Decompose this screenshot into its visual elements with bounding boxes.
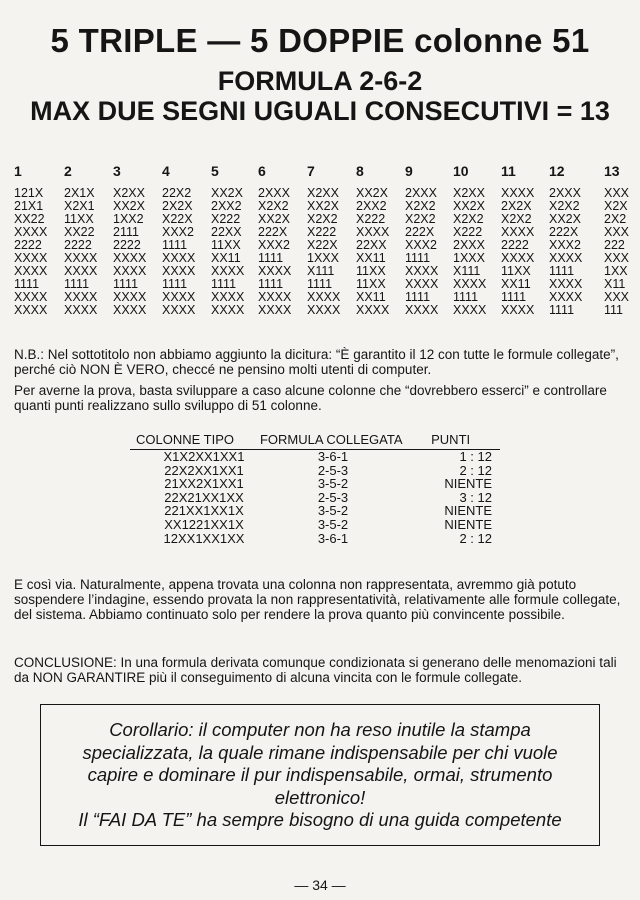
table-row	[130, 477, 500, 491]
grid-cell: XXX	[604, 290, 630, 304]
column-number: 11	[501, 163, 516, 179]
grid-column	[258, 164, 291, 317]
grid-cell: XXX2	[405, 238, 437, 252]
grid-cell: 11XX	[64, 212, 94, 226]
grid-cell: 2222	[14, 238, 42, 252]
header-punti: PUNTI	[431, 432, 471, 447]
grid-cell: 2222	[113, 238, 141, 252]
grid-cell: XXXX	[113, 290, 147, 304]
grid-cell: XX11	[211, 251, 241, 265]
colonna-tipo-cell: 21XX2X1XX1	[164, 476, 244, 492]
grid-cell: X2X2	[501, 212, 532, 226]
punti-cell: 2 : 12	[459, 530, 492, 546]
constraint-subtitle: MAX DUE SEGNI UGUALI CONSECUTIVI = 13	[30, 96, 610, 126]
grid-cell: XXX2	[258, 238, 290, 252]
table-row	[130, 450, 500, 464]
grid-cell: 1XX	[604, 264, 628, 278]
grid-cell: XXXX	[64, 303, 98, 317]
grid-cell: XXXX	[64, 290, 98, 304]
grid-cell: XX2X	[113, 199, 145, 213]
grid-column	[604, 164, 629, 317]
grid-cell: X2XX	[113, 186, 145, 200]
grid-cell: X2X2	[405, 212, 436, 226]
grid-cell: 1111	[64, 277, 90, 291]
grid-cell: 222X	[549, 225, 579, 239]
grid-cell: 11XX	[356, 277, 386, 291]
grid-cell: XX2X	[453, 199, 485, 213]
corollary-line: Corollario: il computer non ha reso inutile la stampa	[109, 719, 531, 740]
corollary-box	[40, 704, 600, 846]
grid-cell: XX11	[501, 277, 531, 291]
column-number: 9	[405, 163, 413, 179]
grid-cell: XXXX	[258, 264, 292, 278]
grid-cell: 2XXX	[258, 186, 290, 200]
grid-cell: 1111	[405, 290, 431, 304]
grid-cell: 1111	[162, 277, 188, 291]
grid-cell: XXXX	[549, 277, 583, 291]
column-number: 1	[14, 163, 22, 179]
grid-cell: 1111	[113, 277, 139, 291]
grid-cell: X2XX	[453, 186, 485, 200]
grid-cell: X2XX	[307, 186, 339, 200]
formula-cell: 2-5-3	[317, 489, 349, 505]
column-number: 5	[211, 163, 219, 179]
punti-cell: NIENTE	[444, 476, 492, 492]
grid-cell: 1111	[549, 303, 575, 317]
continuation-paragraph: E così via. Naturalmente, appena trovata una colonna non rappresentata, avremmo già potuto sospendere l’indagine, essendo provata la non rappresentatività, relativamente alle formule collegate, del sistema. Abbiamo continuato solo per rendere la prova quanto più convincente possibile.	[14, 577, 621, 622]
grid-cell: XX2X	[356, 186, 388, 200]
grid-column	[14, 164, 47, 317]
column-number: 2	[64, 163, 72, 179]
grid-cell: XXXX	[113, 303, 147, 317]
grid-cell: XXXX	[356, 225, 390, 239]
grid-cell: XX2X	[549, 212, 581, 226]
colonna-tipo-cell: XX1221XX1X	[164, 516, 244, 532]
grid-cell: XXXX	[64, 264, 98, 278]
grid-cell: XXXX	[162, 303, 196, 317]
grid-cell: XXXX	[14, 225, 48, 239]
grid-cell: 2XXX	[453, 238, 485, 252]
grid-cell: X11	[604, 277, 626, 291]
colonna-tipo-cell: 22X21XX1XX	[164, 489, 244, 505]
grid-cell: 1111	[258, 277, 284, 291]
grid-cell: 1111	[405, 251, 431, 265]
grid-cell: 1111	[501, 290, 527, 304]
grid-cell: 1111	[258, 251, 284, 265]
grid-cell: XXXX	[162, 251, 196, 265]
grid-cell: 2111	[113, 225, 139, 239]
grid-cell: XX22	[14, 212, 45, 226]
grid-cell: XX11	[356, 251, 386, 265]
grid-cell: XXXX	[307, 303, 341, 317]
grid-cell: XXX2	[162, 225, 194, 239]
grid-cell: 2XXX	[549, 186, 581, 200]
header-formula-collegata: FORMULA COLLEGATA	[259, 432, 403, 447]
grid-cell: 22XX	[211, 225, 242, 239]
grid-column	[113, 164, 146, 317]
grid-cell: X2X	[604, 199, 628, 213]
grid-cell: XXXX	[14, 264, 48, 278]
grid-cell: X222	[211, 212, 241, 226]
grid-cell: XXXX	[501, 225, 535, 239]
table-row	[130, 464, 500, 478]
grid-cell: X2X2	[258, 199, 289, 213]
punti-cell: NIENTE	[444, 503, 492, 519]
grid-cell: XXXX	[211, 264, 245, 278]
grid-cell: XXXX	[501, 251, 535, 265]
test-results-table	[130, 432, 500, 545]
grid-cell: 2XXX	[405, 186, 437, 200]
grid-cell: 1111	[162, 238, 188, 252]
grid-cell: X111	[307, 264, 335, 278]
corollary-line: elettronico!	[274, 786, 366, 808]
grid-cell: XX11	[356, 290, 386, 304]
grid-cell: 1111	[307, 277, 333, 291]
grid-cell: 111	[604, 303, 624, 317]
grid-cell: XXXX	[405, 303, 439, 317]
grid-cell: 1111	[549, 264, 575, 278]
page-number: — 34 —	[294, 877, 346, 893]
grid-cell: XXXX	[405, 264, 439, 278]
grid-cell: XXXX	[307, 290, 341, 304]
grid-column	[501, 164, 534, 317]
table-row	[130, 518, 500, 532]
grid-cell: XXXX	[211, 303, 245, 317]
grid-cell: XXXX	[113, 264, 147, 278]
grid-cell: X22X	[307, 238, 338, 252]
formula-cell: 3-5-2	[317, 516, 349, 532]
grid-column	[405, 164, 438, 317]
column-number: 3	[113, 163, 121, 179]
grid-cell: X2X2	[453, 212, 484, 226]
grid-column	[211, 164, 244, 317]
formula-cell: 3-6-1	[317, 449, 349, 464]
column-number: 7	[307, 163, 315, 179]
grid-cell: 1111	[14, 277, 40, 291]
grid-cell: XXXX	[405, 277, 439, 291]
table-row	[130, 491, 500, 505]
table-row	[130, 504, 500, 518]
corollary-line: specializzata, la quale rimane indispensabile per chi vuole	[82, 741, 558, 763]
grid-column	[549, 164, 582, 317]
grid-cell: XXXX	[453, 277, 487, 291]
column-number: 13	[604, 163, 620, 179]
grid-cell: XXXX	[501, 303, 535, 317]
grid-cell: XXXX	[549, 251, 583, 265]
grid-column	[453, 164, 486, 317]
grid-column	[162, 164, 195, 317]
colonna-tipo-cell: 221XX1XX1X	[164, 503, 244, 519]
grid-cell: 121X	[14, 186, 44, 200]
grid-cell: 1111	[211, 277, 237, 291]
grid-column	[64, 164, 97, 317]
corollary-line: Il “FAI DA TE” ha sempre bisogno di una guida competente	[78, 809, 562, 830]
formula-cell: 3-6-1	[317, 530, 349, 546]
grid-cell: XXXX	[258, 290, 292, 304]
grid-cell: XXXX	[162, 290, 196, 304]
grid-cell: XXXX	[14, 303, 48, 317]
header-colonne-tipo: COLONNE TIPO	[136, 432, 235, 447]
grid-cell: 2222	[64, 238, 92, 252]
column-number: 12	[549, 163, 565, 179]
grid-cell: 1111	[453, 290, 479, 304]
table-header	[130, 432, 500, 450]
grid-cell: 2X2X	[501, 199, 532, 213]
grid-cell: XXXX	[14, 290, 48, 304]
grid-cell: 2XX2	[356, 199, 387, 213]
page-title: 5 TRIPLE — 5 DOPPIE colonne 51	[50, 22, 590, 59]
grid-cell: 22X2	[162, 186, 192, 200]
grid-cell: XXXX	[113, 251, 147, 265]
grid-cell: X222	[453, 225, 483, 239]
grid-cell: 11XX	[211, 238, 241, 252]
grid-cell: 222X	[258, 225, 288, 239]
grid-cell: X222	[307, 225, 337, 239]
grid-cell: X2X2	[405, 199, 436, 213]
note-paragraph: N.B.: Nel sottotitolo non abbiamo aggiunto la dicitura: “È garantito il 12 con tutte le formule collegate”, perché ciò NON È VERO, checcé ne pensino molti utenti di computer.	[14, 347, 619, 377]
grid-cell: 1XXX	[307, 251, 339, 265]
grid-cell: 21X1	[14, 199, 44, 213]
grid-cell: 1XX2	[113, 212, 144, 226]
grid-cell: XXX	[604, 225, 630, 239]
grid-cell: XXXX	[356, 303, 390, 317]
grid-cell: 2222	[501, 238, 529, 252]
formula-subtitle: FORMULA 2-6-2	[217, 66, 423, 96]
column-number: 6	[258, 163, 266, 179]
grid-cell: XX22	[64, 225, 95, 239]
colonna-tipo-cell: 12XX1XX1XX	[163, 530, 245, 546]
punti-cell: NIENTE	[444, 516, 492, 532]
grid-cell: XXXX	[258, 303, 292, 317]
grid-cell: X2X2	[549, 199, 580, 213]
grid-cell: 222X	[405, 225, 435, 239]
conclusion-paragraph: CONCLUSIONE: In una formula derivata comunque condizionata si generano delle menomazioni tali da NON GARANTIRE più il conseguimento di alcuna vincita con le formule collegate.	[14, 655, 617, 685]
grid-cell: 2X2X	[162, 199, 193, 213]
grid-cell: XXX	[604, 251, 630, 265]
grid-cell: XXXX	[453, 303, 487, 317]
grid-cell: X2X2	[307, 212, 338, 226]
grid-cell: XX2X	[258, 212, 290, 226]
punti-cell: 3 : 12	[459, 489, 492, 505]
grid-cell: XXXX	[64, 251, 98, 265]
table-row	[130, 532, 500, 546]
grid-cell: XXXX	[501, 186, 535, 200]
grid-cell: 2X2	[604, 212, 627, 226]
formula-cell: 3-5-2	[317, 476, 349, 492]
grid-cell: 11XX	[356, 264, 386, 278]
grid-cell: X222	[356, 212, 386, 226]
colonna-tipo-cell: 22X2XX1XX1	[164, 462, 244, 478]
grid-cell: 22XX	[356, 238, 387, 252]
column-number: 10	[453, 163, 469, 179]
grid-cell: XXXX	[162, 264, 196, 278]
table-body	[130, 450, 500, 545]
grid-cell: X111	[453, 264, 481, 278]
punti-cell: 1 : 12	[459, 449, 492, 464]
proof-paragraph: Per averne la prova, basta sviluppare a caso alcune colonne che “dovrebbero esserci” e controllare quanti punti realizzano sullo sviluppo di 51 colonne.	[14, 383, 607, 413]
colonna-tipo-cell: X1X2XX1XX1	[163, 449, 245, 464]
column-number: 4	[162, 163, 170, 179]
grid-cell: XX2X	[307, 199, 339, 213]
grid-cell: 2X1X	[64, 186, 95, 200]
column-number: 8	[356, 163, 364, 179]
grid-column	[356, 164, 389, 317]
grid-cell: XXXX	[549, 290, 583, 304]
grid-cell: X22X	[162, 212, 193, 226]
grid-cell: XXX	[604, 186, 630, 200]
system-columns-grid	[14, 164, 632, 336]
corollary-text	[41, 719, 599, 832]
grid-cell: XXXX	[14, 251, 48, 265]
formula-cell: 3-5-2	[317, 503, 349, 519]
grid-cell: XXXX	[211, 290, 245, 304]
punti-cell: 2 : 12	[459, 462, 492, 478]
grid-cell: X2X1	[64, 199, 95, 213]
formula-cell: 2-5-3	[317, 462, 349, 478]
corollary-line: capire e dominare il pur indispensabile, ormai, strumento	[87, 764, 553, 785]
grid-cell: 2XX2	[211, 199, 242, 213]
grid-cell: XXX2	[549, 238, 581, 252]
grid-cell: XX2X	[211, 186, 243, 200]
grid-cell: 1XXX	[453, 251, 485, 265]
grid-column	[307, 164, 340, 317]
grid-cell: 222	[604, 238, 625, 252]
grid-cell: 11XX	[501, 264, 531, 278]
